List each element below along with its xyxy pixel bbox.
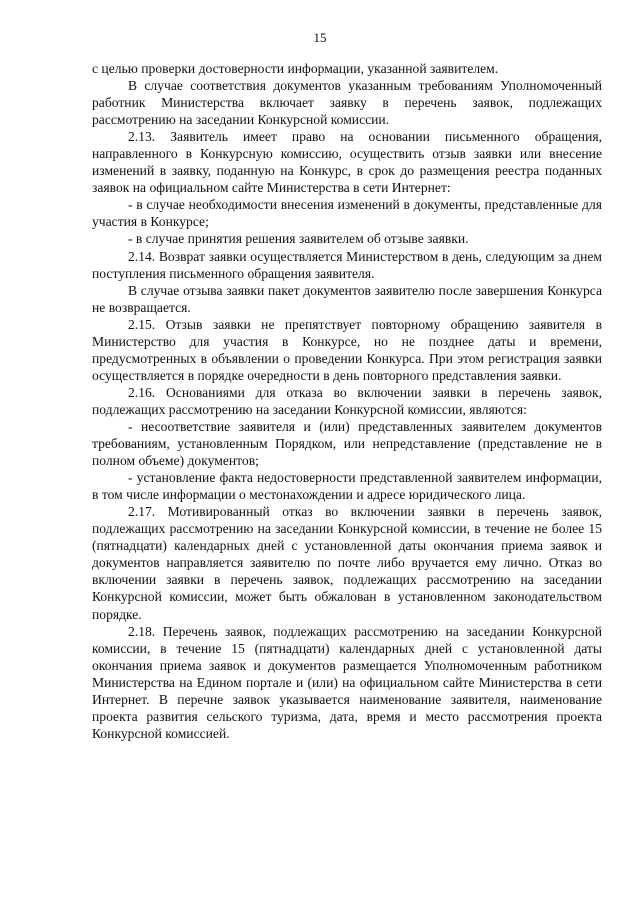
paragraph: 2.18. Перечень заявок, подлежащих рассмотрению на заседании Конкурсной комиссии, в течение 15 (пятнадцати) календарных дней с установленной даты окончания приема заявок и документов размещается Уполномоченным работником Министерства на Едином портале и (или) на официальном сайте Министерства в сети Интернет. В перечне заявок указывается наименование заявителя, наименование проекта развития сельского туризма, дата, время и место рассмотрения проекта Конкурсной комиссией.: [92, 623, 602, 741]
paragraph: В случае соответствия документов указанным требованиям Уполномоченный работник Министерства включает заявку в перечень заявок, подлежащих рассмотрению на заседании Конкурсной комиссии.: [92, 78, 602, 128]
paragraph: 2.15. Отзыв заявки не препятствует повторному обращению заявителя в Министерство для участия в Конкурсе, но не позднее даты и времени, предусмотренных в объявлении о проведении Конкурса. При этом регистрация заявки осуществляется в порядке очередности в день повторного представления заявки.: [92, 316, 602, 383]
paragraph: 2.14. Возврат заявки осуществляется Министерством в день, следующим за днем поступления письменного обращения заявителя.: [92, 248, 602, 281]
page-number: 15: [313, 30, 327, 45]
list-item: - в случае необходимости внесения изменений в документы, представленные для участия в Конкурсе;: [92, 197, 602, 230]
paragraph: 2.17. Мотивированный отказ во включении заявки в перечень заявок, подлежащих рассмотрению на заседании Конкурсной комиссии, в течение не более 15 (пятнадцати) календарных дней с установленной даты окончания приема заявок и документов направляется заявителю по почте либо вручается ему лично. Отказ во включении заявки в перечень заявок, подлежащих рассмотрению на заседании Конкурсной комиссии, может быть обжалован в установленном законодательством порядке.: [92, 504, 602, 622]
paragraph: 2.13. Заявитель имеет право на основании письменного обращения, направленного в Конкурсную комиссию, осуществить отзыв заявки или внесение изменений в заявку, поданную на Конкурс, в срок до размещения реестра поданных заявок на официальном сайте Министерства в сети Интернет:: [92, 129, 602, 196]
paragraph: с целью проверки достоверности информации, указанной заявителем.: [92, 61, 499, 76]
document-body: [92, 60, 602, 742]
paragraph: В случае отзыва заявки пакет документов заявителю после завершения Конкурса не возвращается.: [92, 282, 602, 315]
list-item: - в случае принятия решения заявителем об отзыве заявки.: [128, 231, 469, 247]
paragraph: 2.16. Основаниями для отказа во включении заявки в перечень заявок, подлежащих рассмотрению на заседании Конкурсной комиссии, являются:: [92, 384, 602, 417]
list-item: - установление факта недостоверности представленной заявителем информации, в том числе информации о местонахождении и адресе юридического лица.: [92, 470, 602, 503]
list-item: - несоответствие заявителя и (или) представленных заявителем документов требованиям, установленным Порядком, или непредставление (представление не в полном объеме) документов;: [92, 418, 602, 469]
